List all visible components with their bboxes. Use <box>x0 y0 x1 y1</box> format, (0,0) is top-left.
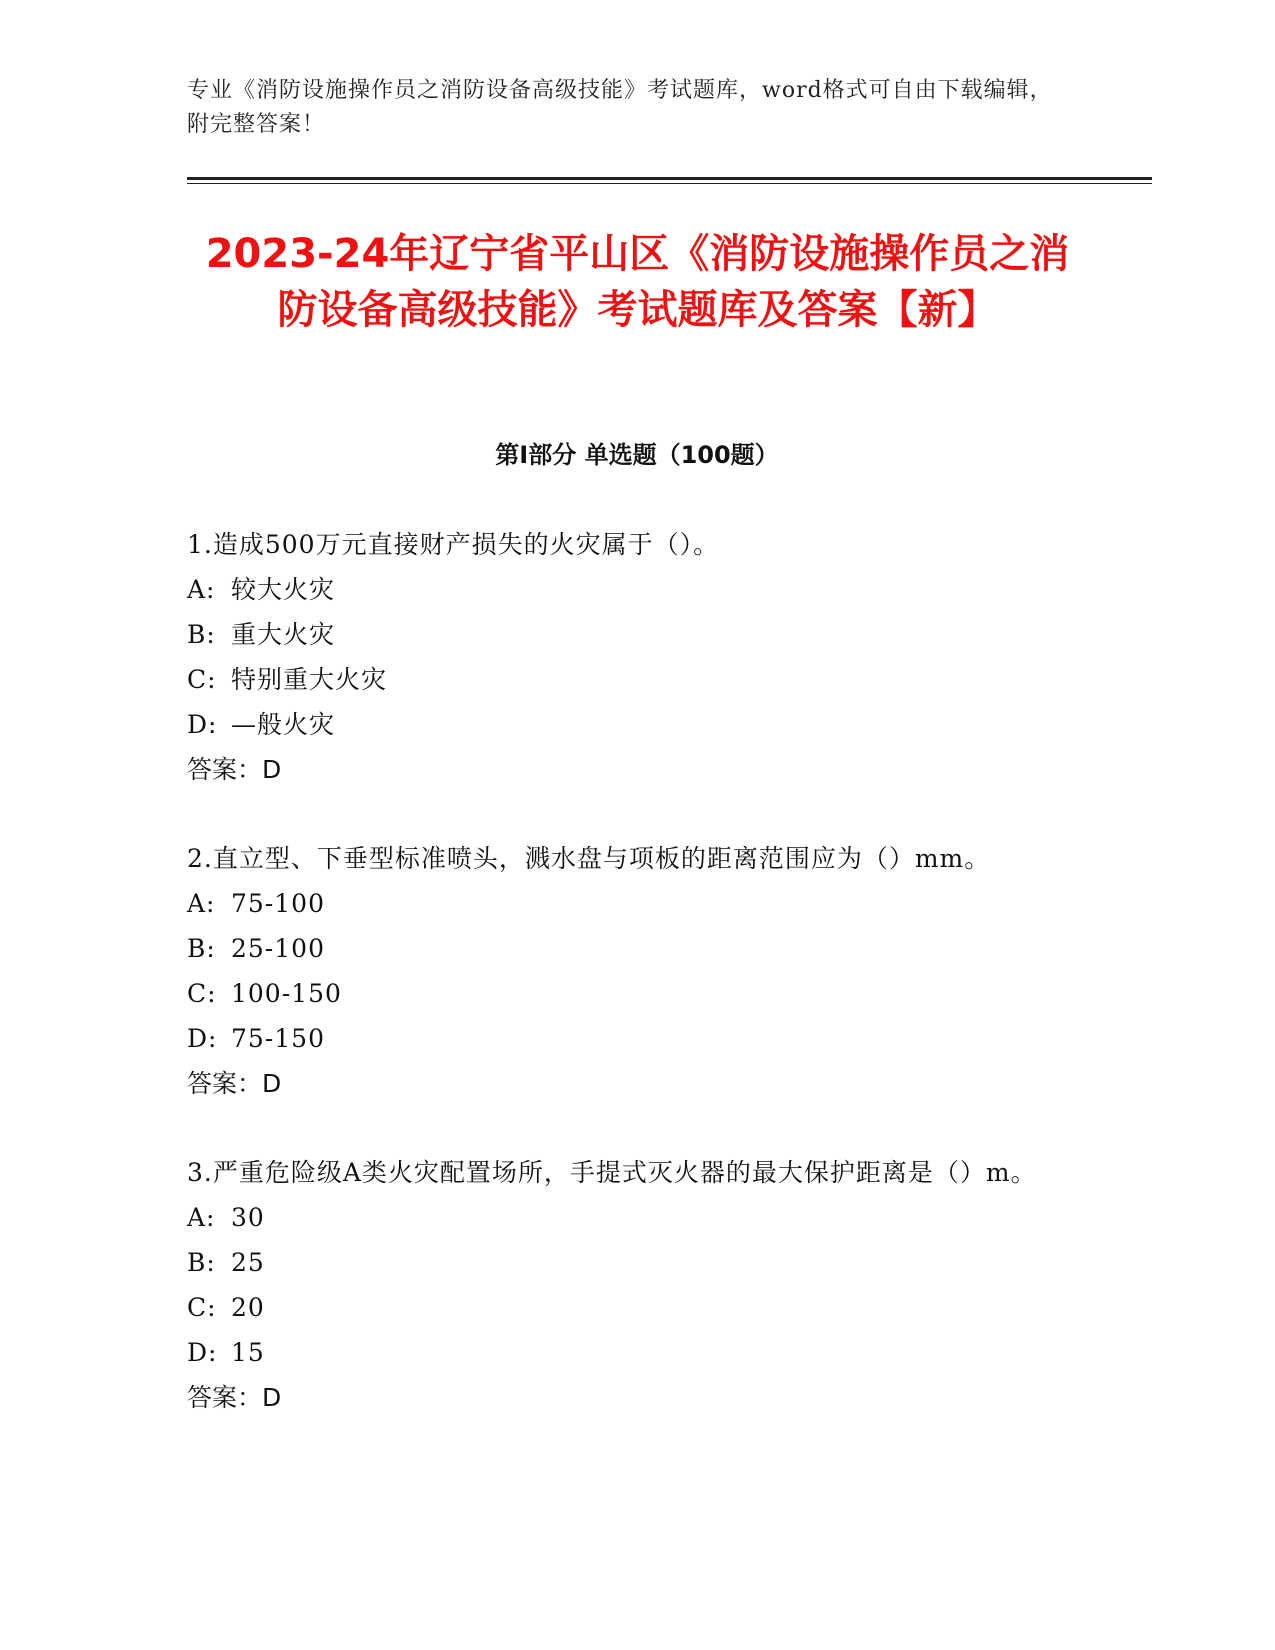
option-text: 20 <box>231 1293 265 1322</box>
option-a <box>187 1195 1067 1240</box>
option-letter: D: <box>187 1338 218 1367</box>
option-text: 特别重大火灾 <box>231 665 388 694</box>
option-d <box>187 1016 1067 1061</box>
answer-line: 答案：D <box>187 755 282 784</box>
option-text: 75-100 <box>231 889 325 918</box>
option-letter: D: <box>187 710 218 739</box>
option-a <box>187 881 1067 926</box>
option-b <box>187 612 1067 657</box>
question-stem: 1.造成500万元直接财产损失的火灾属于（）。 <box>187 530 720 559</box>
document-title: 2023-24年辽宁省平山区《消防设施操作员之消防设备高级技能》考试题库及答案【新】 <box>205 231 1070 333</box>
option-text: 25 <box>231 1248 265 1277</box>
header-divider-thick <box>187 177 1152 180</box>
option-text: 25-100 <box>231 934 325 963</box>
option-letter: C: <box>187 1293 217 1322</box>
answer-line: 答案：D <box>187 1383 282 1412</box>
header-divider-thin <box>187 183 1152 184</box>
option-c <box>187 1285 1067 1330</box>
option-text: 75-150 <box>231 1024 325 1053</box>
option-text: 较大火灾 <box>231 575 336 604</box>
option-text: 重大火灾 <box>231 620 336 649</box>
question-block <box>187 1150 1067 1420</box>
option-letter: B: <box>187 620 216 649</box>
option-d <box>187 702 1067 747</box>
option-letter: A: <box>187 1203 216 1232</box>
question-stem: 3.严重危险级A类火灾配置场所，手提式灭火器的最大保护距离是（）m。 <box>187 1158 1037 1187</box>
option-text: 15 <box>231 1338 265 1367</box>
option-letter: B: <box>187 934 216 963</box>
option-text: 100-150 <box>231 979 342 1008</box>
option-letter: C: <box>187 979 217 1008</box>
header-note: 专业《消防设施操作员之消防设备高级技能》考试题库，word格式可自由下载编辑，附完整答案！ <box>187 78 1053 137</box>
option-letter: A: <box>187 889 216 918</box>
option-letter: A: <box>187 575 216 604</box>
answer-line: 答案：D <box>187 1069 282 1098</box>
option-d <box>187 1330 1067 1375</box>
option-letter: B: <box>187 1248 216 1277</box>
option-text: 30 <box>231 1203 265 1232</box>
question-block <box>187 836 1067 1106</box>
option-c <box>187 657 1067 702</box>
question-block <box>187 522 1067 792</box>
option-a <box>187 567 1067 612</box>
question-stem: 2.直立型、下垂型标准喷头，溅水盘与项板的距离范围应为（）mm。 <box>187 844 991 873</box>
option-b <box>187 1240 1067 1285</box>
option-c <box>187 971 1067 1016</box>
section-title: 第I部分 单选题（100题） <box>495 441 779 469</box>
option-letter: D: <box>187 1024 218 1053</box>
option-letter: C: <box>187 665 217 694</box>
option-text: —般火灾 <box>231 710 336 739</box>
option-b <box>187 926 1067 971</box>
